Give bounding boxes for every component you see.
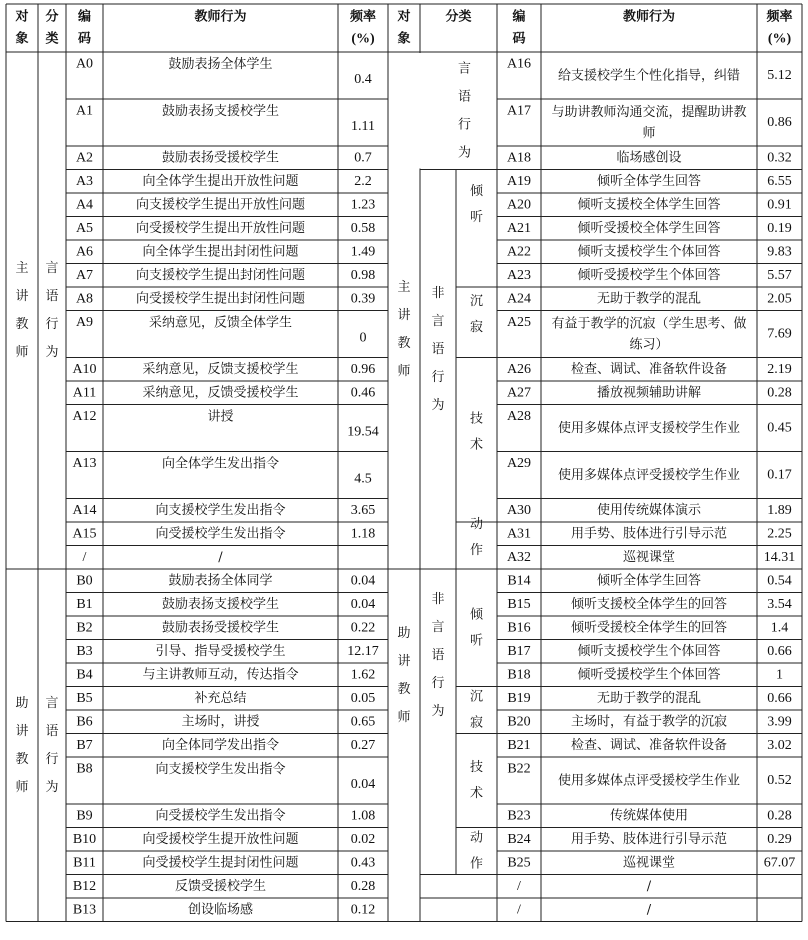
assist-left-row-behavior: 鼓励表扬受援校学生 — [161, 620, 280, 636]
svg-text:师: 师 — [397, 709, 411, 725]
svg-text:沉: 沉 — [469, 293, 484, 309]
header-frequency-unit-left: (%) — [351, 31, 375, 47]
assist-left-row-frequency: 0.12 — [350, 902, 376, 918]
main-left-row-behavior: 采纳意见，反馈受援校学生 — [142, 385, 299, 401]
main-right-row-frequency: 0.32 — [767, 150, 792, 166]
main-left-row-code: A9 — [75, 315, 94, 330]
assist-right-row-frequency: 0.66 — [767, 643, 792, 659]
main-right-row-frequency: 0.86 — [767, 115, 792, 130]
main-right-row-code: A28 — [506, 409, 532, 424]
main-left-row-code: A11 — [72, 385, 97, 401]
main-right-row-behavior: 用手势、肢体进行引导示范 — [570, 526, 728, 542]
section-main-teacher-right — [397, 280, 410, 379]
assist-left-row-frequency: 0.27 — [350, 737, 376, 753]
main-right-row-code: A31 — [506, 526, 532, 542]
main-right-row-behavior: 使用多媒体点评支援校学生作业 — [557, 420, 741, 436]
header-object-right — [396, 9, 410, 47]
svg-text:象: 象 — [397, 31, 411, 47]
assist-right-row-code: / — [517, 902, 521, 918]
main-right-row-code: A18 — [506, 150, 532, 166]
svg-text:教: 教 — [397, 681, 411, 697]
main-right-row-frequency: 0.19 — [767, 220, 792, 236]
svg-text:技: 技 — [469, 760, 484, 775]
assist-left-row-frequency: 1.08 — [350, 808, 376, 824]
assist-right-row-behavior: 用手势、肢体进行引导示范 — [570, 831, 728, 847]
main-left-row-code: A14 — [72, 502, 97, 518]
svg-text:寂: 寂 — [469, 715, 484, 731]
main-right-row-frequency: 1.89 — [767, 502, 792, 518]
main-right-row-frequency: 0.45 — [767, 420, 792, 436]
svg-text:为: 为 — [45, 345, 59, 360]
assist-left-row-code: B12 — [72, 878, 97, 894]
svg-text:编: 编 — [77, 9, 92, 25]
main-left-row-frequency: 0.58 — [350, 220, 376, 236]
svg-text:沉: 沉 — [469, 689, 484, 705]
main-right-row-code: A25 — [506, 315, 532, 330]
svg-text:语: 语 — [45, 289, 59, 304]
main-left-row-frequency: 1.18 — [350, 526, 376, 542]
assist-right-row-behavior: 使用多媒体点评受援校学生作业 — [557, 773, 741, 788]
svg-text:教: 教 — [15, 751, 29, 767]
assist-left-row-behavior: 反馈受援校学生 — [174, 878, 267, 894]
subcategory-tech-main — [470, 410, 483, 452]
main-left-row-frequency: 1.49 — [350, 244, 376, 260]
assist-left-row-frequency: 0.02 — [350, 831, 376, 847]
svg-text:讲: 讲 — [397, 307, 411, 323]
assist-right-row-frequency: 0.66 — [767, 690, 792, 706]
assist-left-row-frequency: 0.04 — [350, 573, 376, 589]
main-right-row-code: A32 — [506, 549, 532, 565]
assist-right-row-frequency: 67.07 — [763, 855, 796, 871]
svg-text:行: 行 — [457, 117, 472, 133]
assist-right-row-behavior: 倾听受援校全体学生的回答 — [570, 620, 728, 636]
assist-left-row-behavior: 向受援校学生发出指令 — [155, 808, 286, 824]
assist-left-row-frequency: 0.65 — [350, 714, 376, 730]
svg-text:听: 听 — [469, 209, 484, 225]
main-right-row-behavior: 巡视课堂 — [622, 549, 676, 565]
header-code-right — [512, 9, 525, 47]
svg-text:言: 言 — [431, 619, 445, 635]
category-verbal-main — [45, 261, 58, 360]
assist-left-row-frequency: 0.22 — [350, 620, 376, 636]
main-left-row-behavior: 向支援校学生提出开放性问题 — [135, 197, 306, 213]
main-right-row-code: A29 — [506, 456, 532, 471]
main-left-row-behavior: 采纳意见，反馈支援校学生 — [142, 361, 299, 377]
main-left-row-behavior: 向支援校学生提出封闭性问题 — [135, 267, 306, 283]
main-right-row-behavior: 倾听受援校学生个体回答 — [577, 267, 721, 283]
category-nonverbal-assist — [431, 591, 444, 719]
main-left-row-behavior: 鼓励表扬支援校学生 — [161, 103, 280, 119]
main-left-row-behavior: 向支援校学生发出指令 — [155, 502, 286, 518]
section-assist-teacher-right — [397, 625, 410, 725]
svg-text:讲: 讲 — [397, 653, 411, 669]
main-left-row-code: A6 — [75, 244, 94, 260]
main-left-row-code: / — [82, 549, 87, 565]
svg-text:语: 语 — [431, 647, 445, 663]
svg-text:为: 为 — [431, 397, 445, 413]
assist-left-row-behavior: 创设临场感 — [187, 902, 254, 918]
assist-right-row-behavior: / — [646, 878, 652, 894]
main-right-row-frequency: 0.28 — [767, 385, 792, 401]
main-right-row-behavior: 使用传统媒体演示 — [596, 502, 702, 518]
svg-text:主: 主 — [397, 279, 411, 295]
main-right-row-behavior: 检查、调试、准备软件设备 — [570, 361, 728, 377]
section-main-teacher-left — [15, 261, 28, 360]
assist-right-row-behavior: 倾听支援校学生个体回答 — [577, 643, 721, 659]
main-left-row-frequency: 1.11 — [351, 119, 375, 134]
svg-text:教: 教 — [397, 335, 411, 351]
main-left-row-behavior: / — [218, 549, 223, 565]
svg-text:技: 技 — [469, 411, 484, 427]
svg-text:倾: 倾 — [469, 183, 484, 199]
main-left-row-frequency: 0 — [359, 330, 367, 346]
main-left-row-code: A3 — [75, 173, 94, 189]
main-right-row-behavior: 倾听支援校全体学生回答 — [577, 197, 721, 213]
assist-right-row-code: B20 — [507, 714, 531, 730]
assist-left-row-behavior: 补充总结 — [194, 690, 247, 706]
main-right-row-behavior: 有益于教学的沉寂（学生思考、做练习） — [551, 316, 747, 352]
subcategory-listen-assist — [470, 607, 484, 648]
svg-text:言: 言 — [45, 695, 59, 711]
assist-left-row-code: B6 — [76, 714, 93, 730]
assist-right-row-code: B22 — [507, 761, 531, 777]
svg-text:师: 师 — [397, 363, 411, 379]
subcategory-tech-assist — [470, 759, 483, 801]
header-category-left — [45, 9, 58, 47]
svg-text:非: 非 — [431, 285, 445, 301]
assist-right-row-behavior: 倾听受援校学生个体回答 — [577, 667, 721, 683]
svg-text:师: 师 — [15, 345, 29, 360]
assist-right-row-code: / — [517, 878, 521, 894]
main-right-row-frequency: 0.17 — [767, 467, 792, 483]
assist-right-row-code: B25 — [507, 855, 531, 871]
svg-text:非: 非 — [431, 591, 445, 607]
assist-left-row-behavior: 鼓励表扬全体同学 — [168, 573, 273, 589]
svg-text:类: 类 — [45, 31, 59, 47]
assist-left-row-code: B11 — [73, 855, 96, 871]
main-right-row-frequency: 14.31 — [763, 549, 796, 565]
main-left-row-code: A5 — [75, 220, 94, 236]
assist-right-row-behavior: 倾听支援校全体学生的回答 — [570, 596, 728, 612]
assist-left-row-behavior: 向全体同学发出指令 — [161, 737, 280, 753]
main-right-row-code: A30 — [506, 502, 532, 518]
svg-text:语: 语 — [457, 89, 472, 105]
svg-text:行: 行 — [431, 369, 445, 385]
assist-left-row-code: B5 — [76, 690, 93, 706]
main-right-row-code: A23 — [506, 267, 532, 283]
assist-left-row-code: B1 — [76, 596, 93, 612]
assist-right-row-behavior: / — [646, 902, 652, 918]
svg-text:对: 对 — [397, 9, 411, 25]
assist-right-row-code: B14 — [507, 573, 531, 589]
header-frequency-left: 频率 — [349, 9, 377, 25]
assist-left-row-frequency: 0.05 — [350, 690, 376, 706]
main-left-row-code: A8 — [75, 291, 94, 307]
assist-right-row-behavior: 检查、调试、准备软件设备 — [570, 737, 728, 753]
header-frequency-right: 频率 — [766, 9, 793, 25]
main-right-row-code: A20 — [506, 197, 532, 213]
svg-text:作: 作 — [469, 856, 484, 872]
header-code-left — [78, 9, 91, 47]
svg-text:作: 作 — [469, 543, 484, 558]
category-verbal-main-right — [458, 61, 471, 160]
assist-right-row-code: B24 — [507, 831, 531, 847]
assist-right-row-code: B16 — [507, 620, 531, 636]
subcategory-action-main — [470, 516, 483, 558]
svg-text:行: 行 — [45, 751, 59, 767]
main-right-row-frequency: 2.05 — [767, 291, 792, 307]
svg-text:语: 语 — [45, 723, 59, 739]
header-frequency-unit-right: (%) — [767, 31, 792, 47]
main-left-row-code: A4 — [75, 197, 94, 213]
category-nonverbal-main — [431, 285, 444, 413]
main-right-row-code: A17 — [506, 103, 532, 119]
main-left-row-code: A10 — [72, 361, 97, 377]
assist-right-row-code: B17 — [507, 643, 531, 659]
main-right-row-frequency: 7.69 — [767, 326, 792, 342]
main-left-row-frequency: 0.4 — [354, 72, 372, 87]
assist-left-row-behavior: 与主讲教师互动，传达指令 — [142, 667, 299, 683]
assist-right-row-behavior: 主场时，有益于教学的沉寂 — [570, 714, 728, 730]
assist-left-row-behavior: 主场时，讲授 — [181, 714, 260, 730]
svg-text:助: 助 — [15, 695, 29, 711]
svg-text:对: 对 — [15, 9, 29, 25]
svg-text:言: 言 — [45, 261, 59, 276]
assist-right-row-frequency: 3.02 — [767, 737, 792, 753]
main-right-row-frequency: 2.19 — [767, 361, 792, 377]
svg-text:分: 分 — [45, 9, 59, 25]
svg-text:术: 术 — [469, 437, 484, 453]
main-left-row-code: A15 — [72, 526, 97, 542]
svg-text:码: 码 — [77, 31, 92, 47]
assist-right-row-code: B23 — [507, 808, 531, 824]
svg-text:行: 行 — [431, 675, 445, 691]
main-left-row-frequency: 0.39 — [350, 291, 376, 307]
assist-left-row-code: B0 — [76, 573, 93, 589]
assist-right-row-code: B19 — [507, 690, 531, 706]
main-right-row-code: A19 — [506, 173, 532, 189]
assist-right-row-behavior: 倾听全体学生回答 — [596, 573, 702, 589]
main-right-row-behavior: 播放视频辅助讲解 — [596, 385, 702, 401]
svg-text:讲: 讲 — [15, 289, 29, 304]
assist-left-row-code: B13 — [72, 902, 97, 918]
header-category-right: 分类 — [445, 9, 472, 25]
main-right-row-frequency: 5.12 — [767, 68, 792, 83]
svg-text:倾: 倾 — [469, 607, 484, 623]
svg-text:术: 术 — [469, 786, 484, 801]
main-right-row-code: A16 — [506, 56, 532, 72]
main-left-row-frequency: 2.2 — [354, 173, 372, 189]
assist-right-row-behavior: 无助于教学的混乱 — [596, 690, 702, 706]
header-behavior-left: 教师行为 — [194, 9, 247, 25]
main-right-row-code: A21 — [506, 220, 532, 236]
assist-left-row-behavior: 向支援校学生发出指令 — [155, 761, 286, 777]
main-right-row-code: A27 — [506, 385, 532, 401]
main-left-row-behavior: 采纳意见，反馈全体学生 — [148, 315, 293, 330]
assist-right-row-frequency: 3.54 — [767, 596, 792, 612]
main-left-row-behavior: 向全体学生提出开放性问题 — [142, 173, 299, 189]
main-right-row-code: A24 — [506, 291, 532, 307]
svg-text:言: 言 — [457, 61, 472, 77]
main-left-row-frequency: 0.7 — [354, 150, 372, 166]
assist-left-row-code: B4 — [76, 667, 93, 683]
assist-left-row-behavior: 向受援校学生提开放性问题 — [142, 831, 299, 847]
svg-text:行: 行 — [45, 317, 59, 332]
main-left-row-code: A0 — [75, 56, 94, 72]
main-left-row-code: A1 — [75, 103, 94, 119]
main-left-row-behavior: 讲授 — [207, 409, 234, 424]
assist-right-row-frequency: 1.4 — [770, 620, 789, 636]
main-right-row-behavior: 无助于教学的混乱 — [596, 291, 702, 307]
assist-left-row-frequency: 12.17 — [347, 643, 379, 659]
main-right-row-behavior: 使用多媒体点评受援校学生作业 — [557, 467, 741, 483]
main-left-row-behavior: 向全体学生发出指令 — [161, 456, 280, 471]
svg-text:言: 言 — [431, 313, 445, 329]
assist-right-row-frequency: 0.52 — [767, 773, 792, 788]
assist-left-row-code: B9 — [76, 808, 93, 824]
assist-right-row-behavior: 传统媒体使用 — [609, 808, 689, 824]
assist-right-row-code: B15 — [507, 596, 531, 612]
main-right-row-frequency: 5.57 — [767, 267, 792, 283]
main-right-row-behavior: 给支援校学生个性化指导，纠错 — [557, 68, 741, 83]
main-left-row-frequency: 3.65 — [350, 502, 376, 518]
svg-text:教: 教 — [15, 317, 29, 332]
main-right-row-code: A22 — [506, 244, 532, 260]
main-left-row-code: A12 — [72, 409, 97, 424]
main-right-row-behavior: 临场感创设 — [616, 150, 682, 166]
main-left-row-behavior: 鼓励表扬全体学生 — [168, 56, 273, 72]
assist-right-row-code: B21 — [507, 737, 531, 753]
assist-left-row-behavior: 引导、指导受援校学生 — [155, 643, 286, 659]
assist-right-row-behavior: 巡视课堂 — [622, 855, 676, 871]
main-left-row-behavior: 向受援校学生提出封闭性问题 — [135, 291, 306, 307]
main-right-row-behavior: 倾听全体学生回答 — [596, 173, 702, 189]
main-left-row-behavior: 向受援校学生提出开放性问题 — [135, 220, 306, 236]
svg-text:动: 动 — [469, 830, 484, 846]
main-left-row-behavior: 向全体学生提出封闭性问题 — [142, 244, 299, 260]
main-right-row-frequency: 2.25 — [767, 526, 792, 542]
main-right-row-behavior: 倾听支援校学生个体回答 — [577, 244, 721, 260]
main-left-row-code: A13 — [72, 456, 97, 471]
main-left-row-behavior: 向受援校学生发出指令 — [155, 526, 286, 542]
assist-left-row-frequency: 1.62 — [350, 667, 376, 683]
main-left-row-frequency: 0.96 — [350, 361, 376, 377]
subcategory-action-assist — [470, 830, 483, 872]
assist-left-row-code: B10 — [72, 831, 97, 847]
svg-text:寂: 寂 — [469, 319, 484, 335]
svg-text:讲: 讲 — [15, 723, 29, 739]
svg-text:象: 象 — [15, 31, 29, 47]
main-right-row-frequency: 6.55 — [767, 173, 792, 189]
assist-right-row-frequency: 0.54 — [767, 573, 792, 589]
main-left-row-frequency: 1.23 — [350, 197, 376, 213]
assist-right-row-code: B18 — [507, 667, 531, 683]
svg-text:为: 为 — [431, 703, 445, 719]
assist-left-row-frequency: 0.43 — [350, 855, 376, 871]
main-right-row-code: A26 — [506, 361, 532, 377]
svg-text:为: 为 — [457, 145, 472, 161]
svg-text:听: 听 — [469, 633, 484, 649]
main-left-row-behavior: 鼓励表扬受援校学生 — [161, 150, 280, 166]
assist-left-row-code: B8 — [76, 761, 93, 777]
assist-right-row-frequency: 1 — [776, 667, 783, 683]
assist-right-row-frequency: 0.29 — [767, 831, 792, 847]
subcategory-silent-assist — [470, 690, 483, 731]
assist-right-row-frequency: 0.28 — [767, 808, 792, 824]
section-assist-teacher-left — [15, 695, 28, 795]
assist-left-row-frequency: 0.04 — [350, 777, 376, 792]
svg-text:动: 动 — [469, 517, 484, 532]
main-left-row-frequency: 0.46 — [350, 385, 376, 401]
main-right-row-behavior: 与助讲教师沟通交流，提醒助讲教师 — [551, 104, 747, 141]
svg-text:编: 编 — [512, 9, 526, 25]
main-left-row-code: A2 — [75, 150, 94, 166]
main-left-row-frequency: 4.5 — [354, 471, 372, 487]
main-left-row-frequency: 0.98 — [350, 267, 376, 283]
svg-text:师: 师 — [15, 779, 29, 795]
main-right-row-behavior: 倾听受援校全体学生回答 — [577, 220, 721, 236]
assist-left-row-frequency: 0.28 — [350, 878, 376, 894]
assist-left-row-frequency: 0.04 — [350, 596, 376, 612]
subcategory-silent-main — [470, 294, 483, 335]
header-object-left — [14, 9, 28, 47]
assist-left-row-behavior: 鼓励表扬支援校学生 — [161, 596, 280, 612]
main-left-row-code: A7 — [75, 267, 94, 283]
assist-left-row-code: B2 — [76, 620, 93, 636]
svg-text:为: 为 — [45, 779, 59, 795]
svg-text:语: 语 — [431, 341, 445, 357]
svg-text:码: 码 — [512, 31, 526, 47]
main-right-row-frequency: 9.83 — [767, 244, 792, 260]
assist-left-row-behavior: 向受援校学生提封闭性问题 — [142, 855, 299, 871]
main-left-row-frequency: 19.54 — [347, 424, 379, 440]
main-right-row-frequency: 0.91 — [767, 197, 792, 213]
svg-text:助: 助 — [397, 625, 411, 641]
category-verbal-assist — [45, 696, 58, 795]
header-behavior-right: 教师行为 — [622, 9, 676, 25]
svg-text:主: 主 — [15, 261, 29, 276]
assist-right-row-frequency: 3.99 — [767, 714, 792, 730]
assist-left-row-code: B7 — [76, 737, 93, 753]
assist-left-row-code: B3 — [76, 643, 93, 659]
subcategory-listen-main — [470, 184, 484, 225]
